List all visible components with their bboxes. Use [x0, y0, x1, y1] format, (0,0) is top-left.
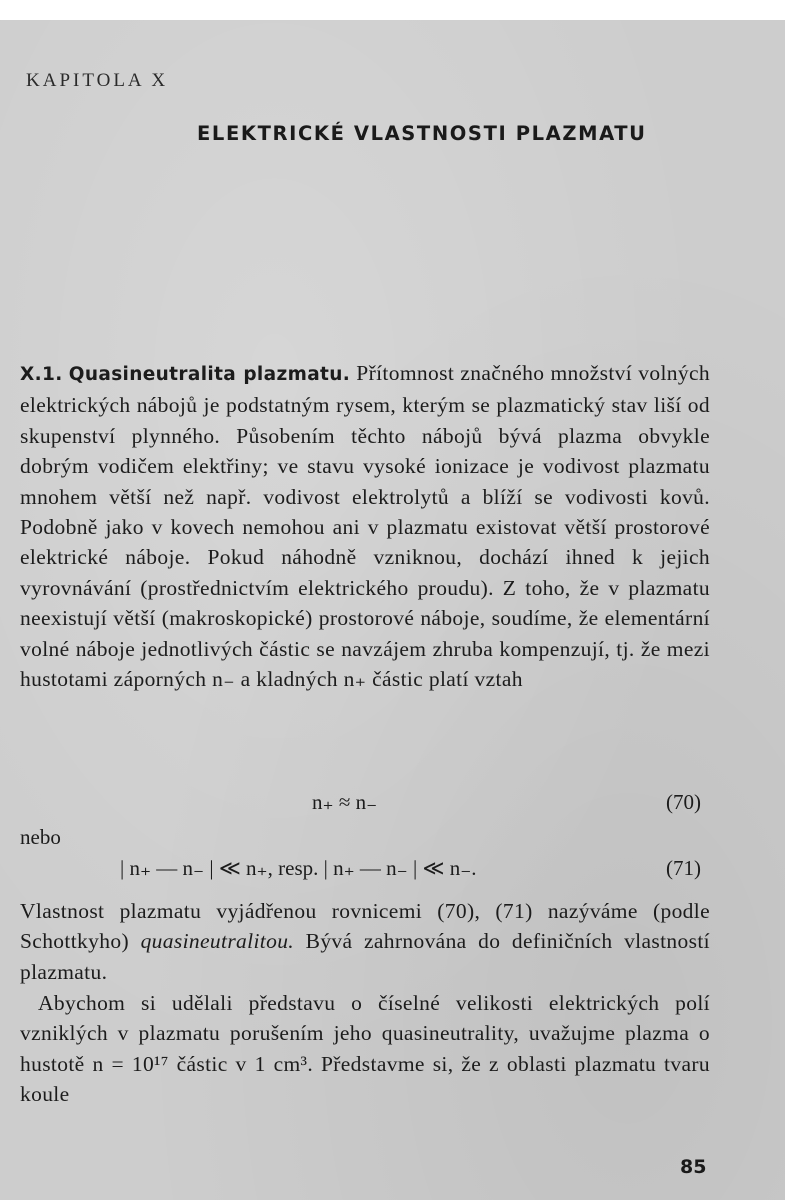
paragraph-text: Bývá zahrnována do definičních vlastností plazmatu. — [20, 929, 710, 984]
equation-70-number: (70) — [666, 790, 701, 814]
section-paragraph — [20, 358, 710, 694]
section-title: Quasineutralita plazmatu. — [68, 364, 351, 385]
equation-71: | n₊ — n₋ | ≪ n₊, resp. | n₊ — n₋ | ≪ n₋. — [120, 856, 477, 880]
equation-71-number: (71) — [666, 856, 701, 880]
definition-paragraph — [20, 896, 710, 987]
chapter-title: ELEKTRICKÉ VLASTNOSTI PLAZMATU — [197, 122, 647, 145]
equation-70: n₊ ≈ n₋ — [312, 790, 378, 814]
section-number: X.1. — [20, 364, 63, 385]
book-page — [0, 20, 785, 1200]
equation-connector: nebo — [20, 825, 61, 849]
chapter-label: KAPITOLA X — [26, 70, 169, 91]
paragraph-text: Přítomnost značného množství volných elektrických nábojů je podstatným rysem, kterým se plazmatický stav liší od skupenství plynného. Působením těchto nábojů bývá plazma obvykle dobrým vodičem elektřiny; ve stavu vysoké ionizace je vodivost plazmatu mnohem větší než např. vodivost elektrolytů a blíží se vodivosti kovů. Podobně jako v kovech nemohou ani v plazmatu existovat větší prostorové elektrické náboje. Pokud náhodně vzniknou, dochází ihned k jejich vyrovnávání (prostřednictvím elektrického proudu). Z toho, že v plazmatu neexistují větší (makroskopické) prostorové náboje, soudíme, že elementární volné náboje jednotlivých částic se navzájem zhruba kompenzují, tj. že mezi hustotami záporných n₋ a kladných n₊ částic platí vztah — [20, 361, 710, 692]
defined-term: quasineutralitou. — [140, 929, 295, 954]
paragraph-text: Vlastnost plazmatu vyjádřenou rovnicemi (70), (71) nazýváme (podle Schottkyho) — [20, 899, 710, 954]
paragraph: Abychom si udělali představu o číselné velikosti elektrických polí vzniklých v plazmatu porušením jeho quasineutrality, uvažujme plazma o hustotě n = 10¹⁷ částic v 1 cm³. Představme si, že z oblasti plazmatu tvaru koule — [20, 991, 710, 1107]
page-number: 85 — [680, 1156, 707, 1178]
